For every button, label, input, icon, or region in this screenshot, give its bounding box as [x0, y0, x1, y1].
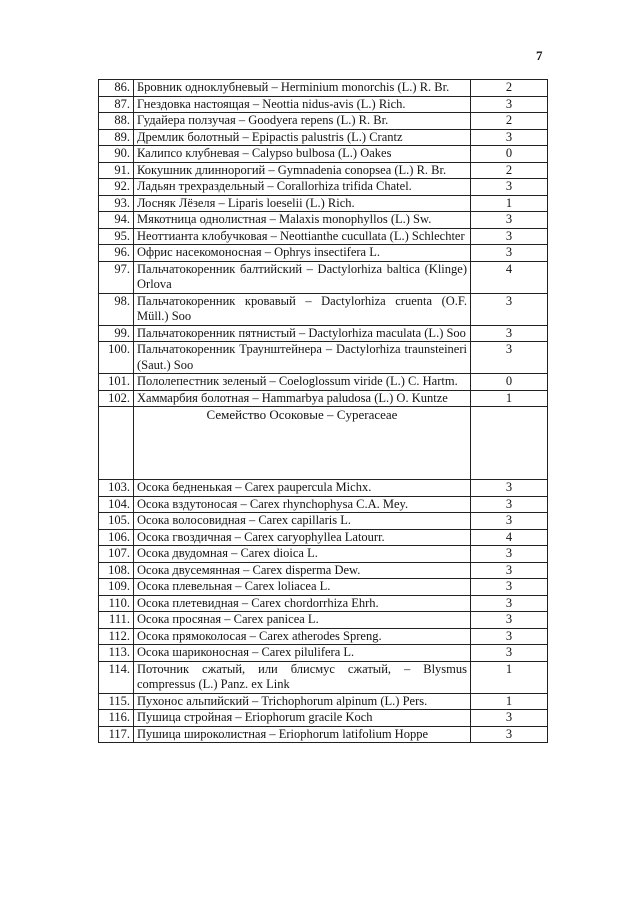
species-name: Калипсо клубневая – Calypso bulbosa (L.) Oakes [134, 146, 471, 163]
conservation-status: 3 [471, 546, 548, 563]
table-row [99, 480, 548, 497]
species-number: 97. [99, 261, 134, 293]
species-number: 93. [99, 195, 134, 212]
species-number: 104. [99, 496, 134, 513]
species-table [98, 79, 548, 743]
conservation-status: 3 [471, 228, 548, 245]
table-row [99, 390, 548, 407]
page-number: 7 [536, 48, 543, 63]
family-heading-row [99, 407, 548, 480]
species-number: 87. [99, 96, 134, 113]
table-row [99, 228, 548, 245]
table-row [99, 562, 548, 579]
species-number: 105. [99, 513, 134, 530]
conservation-status: 0 [471, 146, 548, 163]
table-row [99, 261, 548, 293]
conservation-status: 2 [471, 162, 548, 179]
table-row [99, 645, 548, 662]
conservation-status: 3 [471, 645, 548, 662]
species-number: 111. [99, 612, 134, 629]
conservation-status: 1 [471, 195, 548, 212]
conservation-status: 1 [471, 390, 548, 407]
species-name: Мякотница однолистная – Malaxis monophyllos (L.) Sw. [134, 212, 471, 229]
species-name: Пальчатокоренник кровавый – Dactylorhiza cruenta (O.F. Müll.) Soo [134, 293, 471, 325]
conservation-status: 4 [471, 261, 548, 293]
species-name: Гнездовка настоящая – Neottia nidus-avis (L.) Rich. [134, 96, 471, 113]
species-name: Дремлик болотный – Epipactis palustris (L.) Crantz [134, 129, 471, 146]
species-number: 89. [99, 129, 134, 146]
table-row [99, 496, 548, 513]
species-name: Лосняк Лёзеля – Liparis loeselii (L.) Rich. [134, 195, 471, 212]
table-row [99, 195, 548, 212]
conservation-status: 0 [471, 374, 548, 391]
species-number: 88. [99, 113, 134, 130]
species-name: Бровник одноклубневый – Herminium monorchis (L.) R. Br. [134, 80, 471, 97]
species-number: 113. [99, 645, 134, 662]
table-row [99, 212, 548, 229]
table-row [99, 579, 548, 596]
species-name: Осока бедненькая – Carex paupercula Michx. [134, 480, 471, 497]
conservation-status: 3 [471, 496, 548, 513]
species-name: Пальчатокоренник балтийский – Dactylorhiza baltica (Klinge) Orlova [134, 261, 471, 293]
table-row [99, 661, 548, 693]
conservation-status: 3 [471, 245, 548, 262]
species-number: 103. [99, 480, 134, 497]
table-row [99, 129, 548, 146]
species-name: Осока плетевидная – Carex chordorrhiza Ehrh. [134, 595, 471, 612]
species-number: 102. [99, 390, 134, 407]
conservation-status: 3 [471, 179, 548, 196]
conservation-status: 2 [471, 80, 548, 97]
species-number: 94. [99, 212, 134, 229]
table-row [99, 693, 548, 710]
table-row [99, 710, 548, 727]
species-number: 115. [99, 693, 134, 710]
conservation-status: 3 [471, 513, 548, 530]
species-number: 96. [99, 245, 134, 262]
species-name: Поточник сжатый, или блисмус сжатый, – Blysmus compressus (L.) Panz. ex Link [134, 661, 471, 693]
species-name: Осока прямоколосая – Carex atherodes Spreng. [134, 628, 471, 645]
species-number: 110. [99, 595, 134, 612]
conservation-status: 3 [471, 595, 548, 612]
table-row [99, 293, 548, 325]
species-number: 114. [99, 661, 134, 693]
species-name: Осока шариконосная – Carex pilulifera L. [134, 645, 471, 662]
table-row [99, 80, 548, 97]
species-name: Хаммарбия болотная – Hammarbya paludosa (L.) O. Kuntze [134, 390, 471, 407]
species-number: 117. [99, 726, 134, 743]
conservation-status: 4 [471, 529, 548, 546]
table-row [99, 628, 548, 645]
conservation-status: 3 [471, 480, 548, 497]
species-name: Осока плевельная – Carex loliacea L. [134, 579, 471, 596]
species-name: Осока двусемянная – Carex disperma Dew. [134, 562, 471, 579]
species-name: Кокушник длиннорогий – Gymnadenia conopsea (L.) R. Br. [134, 162, 471, 179]
species-number: 90. [99, 146, 134, 163]
species-number: 91. [99, 162, 134, 179]
species-number: 106. [99, 529, 134, 546]
conservation-status: 3 [471, 96, 548, 113]
species-name: Осока двудомная – Carex dioica L. [134, 546, 471, 563]
conservation-status: 3 [471, 293, 548, 325]
conservation-status: 1 [471, 693, 548, 710]
species-number: 86. [99, 80, 134, 97]
conservation-status: 3 [471, 342, 548, 374]
table-row [99, 546, 548, 563]
family-heading-num-cell [99, 407, 134, 480]
table-row [99, 113, 548, 130]
species-name: Пальчатокоренник Траунштейнера – Dactylorhiza traunsteineri (Saut.) Soo [134, 342, 471, 374]
family-heading: Семейство Осоковые – Cyperaceae [134, 407, 471, 480]
table-row [99, 612, 548, 629]
species-number: 100. [99, 342, 134, 374]
table-row [99, 162, 548, 179]
sedge-rows [99, 480, 548, 743]
species-name: Осока гвоздичная – Carex caryophyllea Latourr. [134, 529, 471, 546]
species-name: Ладьян трехраздельный – Corallorhiza trifida Chatel. [134, 179, 471, 196]
table-row [99, 146, 548, 163]
species-number: 112. [99, 628, 134, 645]
conservation-status: 3 [471, 129, 548, 146]
orchid-rows [99, 80, 548, 407]
conservation-status: 3 [471, 579, 548, 596]
species-number: 95. [99, 228, 134, 245]
species-name: Пушица широколистная – Eriophorum latifolium Hoppe [134, 726, 471, 743]
conservation-status: 2 [471, 113, 548, 130]
species-number: 101. [99, 374, 134, 391]
species-name: Осока волосовидная – Carex capillaris L. [134, 513, 471, 530]
species-name: Офрис насекомоносная – Ophrys insectifera L. [134, 245, 471, 262]
table-row [99, 374, 548, 391]
species-name: Пальчатокоренник пятнистый – Dactylorhiza maculata (L.) Soo [134, 325, 471, 342]
table-row [99, 595, 548, 612]
species-name: Пушица стройная – Eriophorum gracile Koch [134, 710, 471, 727]
species-name: Неоттианта клобучковая – Neottianthe cucullata (L.) Schlechter [134, 228, 471, 245]
table-row [99, 529, 548, 546]
conservation-status: 3 [471, 212, 548, 229]
species-name: Осока просяная – Carex panicea L. [134, 612, 471, 629]
species-name: Пухонос альпийский – Trichophorum alpinum (L.) Pers. [134, 693, 471, 710]
table-row [99, 342, 548, 374]
conservation-status: 1 [471, 661, 548, 693]
species-number: 109. [99, 579, 134, 596]
species-number: 99. [99, 325, 134, 342]
species-name: Гудайера ползучая – Goodyera repens (L.) R. Br. [134, 113, 471, 130]
conservation-status: 3 [471, 628, 548, 645]
table-row [99, 726, 548, 743]
table-row [99, 179, 548, 196]
table-row [99, 513, 548, 530]
species-number: 107. [99, 546, 134, 563]
conservation-status: 3 [471, 325, 548, 342]
table-row [99, 96, 548, 113]
conservation-status: 3 [471, 612, 548, 629]
table-row [99, 325, 548, 342]
conservation-status: 3 [471, 562, 548, 579]
species-name: Пололепестник зеленый – Coeloglossum viride (L.) C. Hartm. [134, 374, 471, 391]
family-section [99, 407, 548, 480]
species-number: 98. [99, 293, 134, 325]
species-number: 92. [99, 179, 134, 196]
species-number: 108. [99, 562, 134, 579]
conservation-status: 3 [471, 726, 548, 743]
species-number: 116. [99, 710, 134, 727]
species-name: Осока вздутоносая – Carex rhynchophysa C.A. Mey. [134, 496, 471, 513]
family-heading-status-cell [471, 407, 548, 480]
conservation-status: 3 [471, 710, 548, 727]
table-row [99, 245, 548, 262]
